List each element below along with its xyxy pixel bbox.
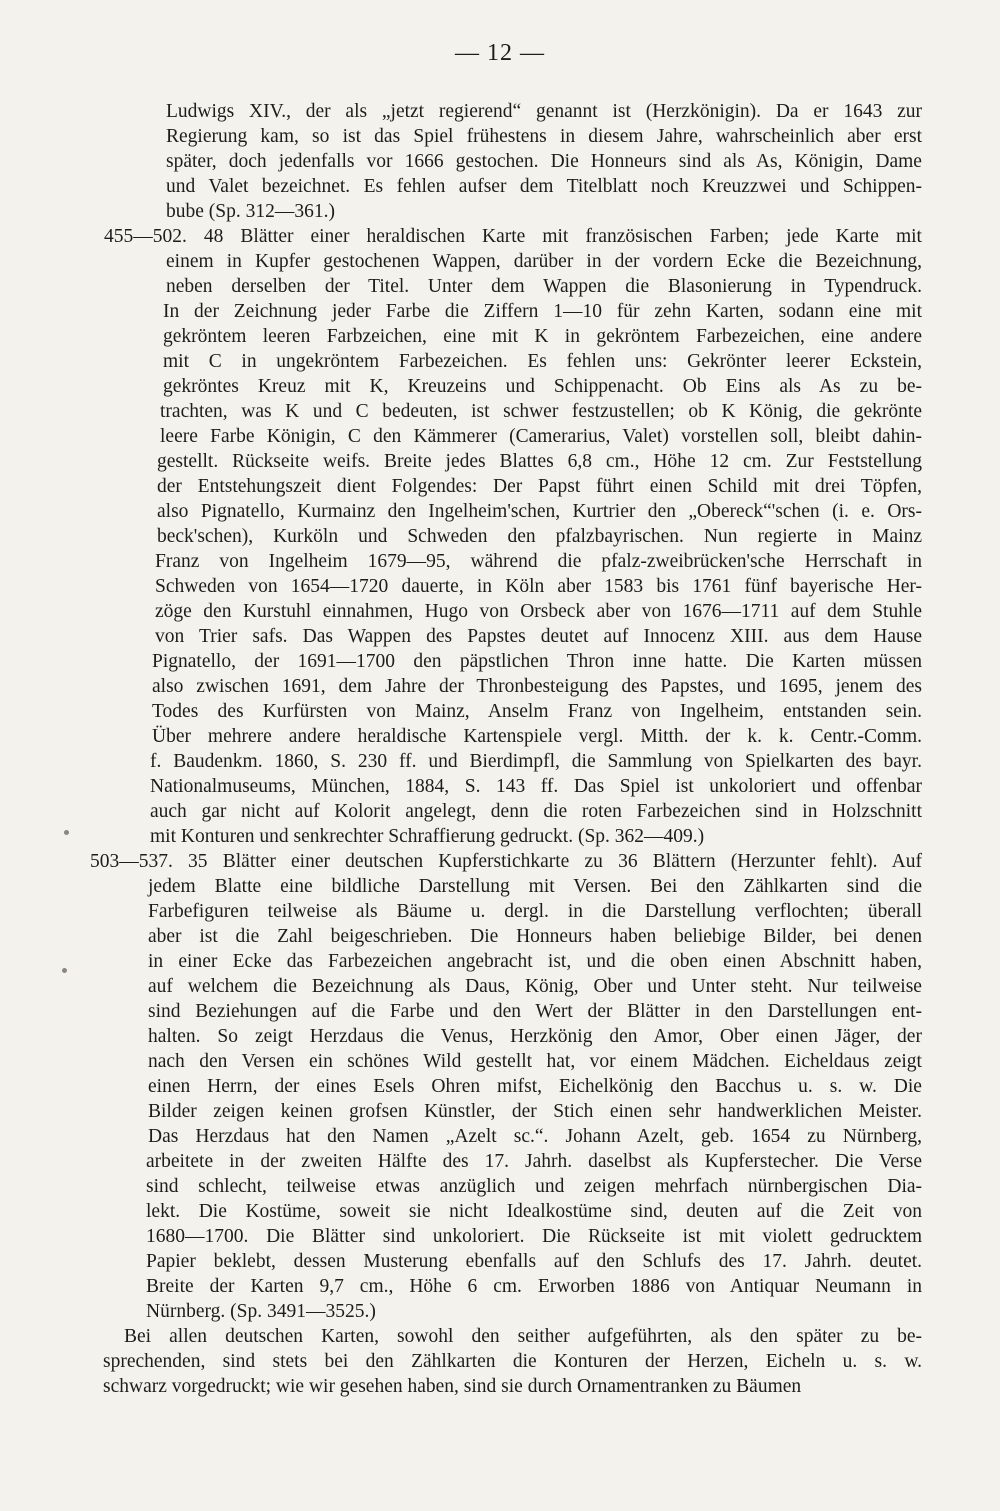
text-line: 1680—1700. Die Blätter sind unkoloriert. Die Rückseite ist mit violett gedrucktem: [146, 1226, 923, 1247]
text-line: halten. So zeigt Herzdaus die Venus, Herzkönig den Amor, Ober einen Jäger, der: [148, 1026, 922, 1047]
text-line: schwarz vorgedruckt; wie wir gesehen haben, sind sie durch Ornamentranken zu Bäumen: [103, 1376, 802, 1397]
text-line: von Trier safs. Das Wappen des Papstes deutet auf Innocenz XIII. aus dem Hause: [155, 626, 922, 647]
text-line: Bei allen deutschen Karten, sowohl den seither aufgeführten, als den später zu be-: [124, 1326, 923, 1347]
text-line: beck'schen), Kurköln und Schweden den pfalzbayrischen. Nun regierte in Mainz: [157, 526, 923, 547]
text-line: Todes des Kurfürsten von Mainz, Anselm Franz von Ingelheim, entstanden sein.: [152, 701, 922, 722]
text-line: gestellt. Rückseite weifs. Breite jedes Blattes 6,8 cm., Höhe 12 cm. Zur Feststellung: [157, 451, 922, 472]
text-line: Ludwigs XIV., der als „jetzt regierend“ genannt ist (Herzkönigin). Da er 1643 zur: [166, 101, 923, 122]
text-line: Über mehrere andere heraldische Kartenspiele vergl. Mitth. der k. k. Centr.-Comm.: [152, 726, 923, 747]
text-line: neben derselben der Titel. Unter dem Wappen die Blasonierung in Typendruck.: [166, 276, 922, 297]
text-line: auch gar nicht auf Kolorit angelegt, denn die roten Farbezeichen sind in Holzschnitt: [150, 801, 923, 822]
text-line: Nürnberg. (Sp. 3491—3525.): [146, 1301, 376, 1322]
text-line: aber ist die Zahl beigeschrieben. Die Honneurs haben beliebige Bilder, bei denen: [148, 926, 922, 947]
page-number: — 12 —: [455, 40, 545, 66]
text-line: Farbefiguren teilweise als Bäume u. dergl. in die Darstellung verflochten; überall: [148, 901, 922, 922]
text-line: gekröntem leeren Farbzeichen, eine mit K in gekröntem Farbezeichen, eine andere: [163, 326, 922, 347]
text-line: jedem Blatte eine bildliche Darstellung mit Versen. Bei den Zählkarten sind die: [148, 876, 923, 897]
text-line: Pignatello, der 1691—1700 den päpstlichen Thron inne hatte. Die Karten müssen: [152, 651, 923, 672]
text-line: also Pignatello, Kurmainz den Ingelheim'schen, Kurtrier den „Obereck“'schen (i. e. Ors-: [157, 501, 922, 522]
text-line: auf welchem die Bezeichnung als Daus, König, Ober und Unter steht. Nur teilweise: [148, 976, 922, 997]
text-line: mit C in ungekröntem Farbezeichen. Es fehlen uns: Gekrönter leerer Eckstein,: [163, 351, 922, 372]
text-line: Nationalmuseums, München, 1884, S. 143 ff. Das Spiel ist unkoloriert und offenbar: [150, 776, 922, 797]
text-line: mit Konturen und senkrechter Schraffierung gedruckt. (Sp. 362—409.): [150, 826, 705, 847]
text-line: f. Baudenkm. 1860, S. 230 ff. und Bierdimpfl, die Sammlung von Spielkarten des bayr.: [150, 751, 922, 772]
text-line: Breite der Karten 9,7 cm., Höhe 6 cm. Erworben 1886 von Antiquar Neumann in: [146, 1276, 922, 1297]
text-line: trachten, was K und C bedeuten, ist schwer festzustellen; ob K König, die gekrönte: [160, 401, 922, 422]
text-line: leere Farbe Königin, C den Kämmerer (Camerarius, Valet) vorstellen soll, bleibt dahin-: [160, 426, 923, 447]
text-line: Regierung kam, so ist das Spiel frühestens in diesem Jahre, wahrscheinlich aber erst: [166, 126, 923, 147]
text-line: 455—502. 48 Blätter einer heraldischen Karte mit französischen Farben; jede Karte mit: [104, 226, 922, 247]
text-line: einem in Kupfer gestochenen Wappen, darüber in der vordern Ecke die Bezeichnung,: [166, 251, 922, 272]
text-line: also zwischen 1691, dem Jahre der Thronbesteigung des Papstes, und 1695, jenem des: [152, 676, 922, 697]
margin-dot: [62, 968, 67, 973]
text-line: sind Beziehungen auf die Farbe und den Wert der Blätter in den Darstellungen ent-: [148, 1001, 923, 1022]
text-line: lekt. Die Kostüme, soweit sie nicht Idealkostüme sind, deuten auf die Zeit von: [146, 1201, 923, 1222]
text-line: Schweden von 1654—1720 dauerte, in Köln aber 1583 bis 1761 fünf bayerische Her-: [155, 576, 923, 597]
text-line: einen Herrn, der eines Esels Ohren mifst, Eichelkönig den Bacchus u. s. w. Die: [148, 1076, 922, 1097]
text-line: zöge den Kurstuhl einnahmen, Hugo von Orsbeck aber von 1676—1711 auf dem Stuhle: [155, 601, 923, 622]
text-line: Franz von Ingelheim 1679—95, während die pfalz-zweibrücken'sche Herrschaft in: [155, 551, 923, 572]
margin-dot: [64, 830, 69, 835]
text-line: 503—537. 35 Blätter einer deutschen Kupferstichkarte zu 36 Blättern (Herzunter fehlt). Auf: [90, 851, 922, 872]
text-line: In der Zeichnung jeder Farbe die Ziffern 1—10 für zehn Karten, sodann eine mit: [163, 301, 923, 322]
text-line: nach den Versen ein schönes Wild gestellt hat, vor einem Mädchen. Eicheldaus zeigt: [148, 1051, 922, 1072]
text-line: später, doch jedenfalls vor 1666 gestochen. Die Honneurs sind als As, Königin, Dame: [166, 151, 922, 172]
text-line: Papier beklebt, dessen Musterung ebenfalls auf den Schlufs des 17. Jahrh. deutet.: [146, 1251, 923, 1272]
text-line: und Valet bezeichnet. Es fehlen aufser dem Titelblatt noch Kreuzzwei und Schippen-: [166, 176, 922, 197]
text-line: bube (Sp. 312—361.): [166, 201, 335, 222]
text-line: Das Herzdaus hat den Namen „Azelt sc.“. Johann Azelt, geb. 1654 zu Nürnberg,: [148, 1126, 922, 1147]
text-line: Bilder zeigen keinen grofsen Künstler, der Stich einen sehr handwerklichen Meister.: [148, 1101, 922, 1122]
text-line: arbeitete in der zweiten Hälfte des 17. Jahrh. daselbst als Kupferstecher. Die Verse: [146, 1151, 923, 1172]
text-line: sprechenden, sind stets bei den Zählkarten die Konturen der Herzen, Eicheln u. s. w.: [103, 1351, 923, 1372]
text-line: sind schlecht, teilweise etwas anzüglich und zeigen mehrfach nürnbergischen Dia-: [146, 1176, 923, 1197]
text-line: in einer Ecke das Farbezeichen angebracht ist, und die oben einen Abschnitt haben,: [148, 951, 922, 972]
text-line: der Entstehungszeit dient Folgendes: Der Papst führt einen Schild mit drei Töpfen,: [157, 476, 922, 497]
text-line: gekröntes Kreuz mit K, Kreuzeins und Schippenacht. Ob Eins als As zu be-: [163, 376, 922, 397]
